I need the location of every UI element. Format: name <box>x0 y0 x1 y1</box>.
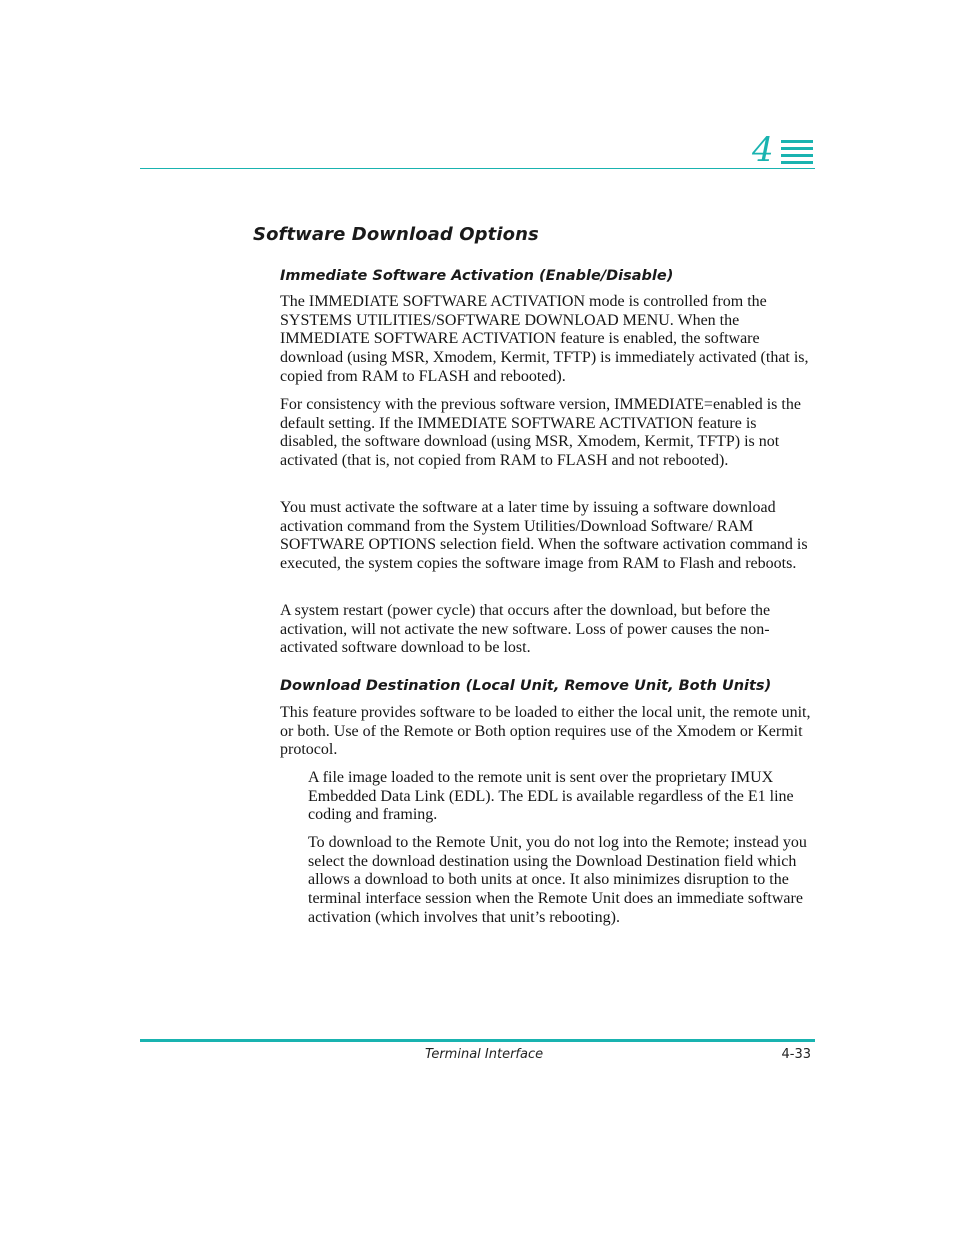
paragraph: This feature provides software to be loaded to either the local unit, the remote unit, or both. Use of the Remote or Both option requires use of the Xmodem or Kermit protocol. <box>280 704 811 759</box>
page-number: 4-33 <box>781 1047 811 1062</box>
chapter-number: 4 <box>752 130 774 170</box>
section-title: Software Download Options <box>253 224 539 245</box>
footer-title: Terminal Interface <box>425 1047 544 1062</box>
paragraph: A file image loaded to the remote unit is sent over the proprietary IMUX Embedded Data Link (EDL). The EDL is available regardless of the E1 line coding and framing. <box>308 769 794 824</box>
paragraph: To download to the Remote Unit, you do not log into the Remote; instead you select the download destination using the Download Destination field which allows a download to both units at once. It also minimizes disruption to the terminal interface session when the Remote Unit does an immediate software activation (which involves that unit’s rebooting). <box>308 834 807 926</box>
paragraph: A system restart (power cycle) that occurs after the download, but before the activation, will not activate the new software. Loss of power causes the non-activated software download to be lost. <box>280 602 771 657</box>
subsection-heading: Download Destination (Local Unit, Remove Unit, Both Units) <box>280 678 772 694</box>
paragraph: For consistency with the previous software version, IMMEDIATE=enabled is the default setting. If the IMMEDIATE SOFTWARE ACTIVATION feature is disabled, the software download (using MSR, Xmodem, Kermit, TFTP) is not activated (that is, not copied from RAM to FLASH and not rebooted). <box>280 396 801 470</box>
paragraph: You must activate the software at a later time by issuing a software download activation command from the System Utilities/Download Software/ RAM SOFTWARE OPTIONS selection field. When the software activation command is executed, the system copies the software image from RAM to Flash and reboots. <box>280 499 808 573</box>
chapter-bars-icon <box>781 140 813 164</box>
footer-rule <box>140 1039 815 1042</box>
paragraph: The IMMEDIATE SOFTWARE ACTIVATION mode is controlled from the SYSTEMS UTILITIES/SOFTWARE DOWNLOAD MENU. When the IMMEDIATE SOFTWARE ACTIVATION feature is enabled, the software download (using MSR, Xmodem, Kermit, TFTP) is immediately activated (that is, copied from RAM to FLASH and rebooted). <box>280 293 809 385</box>
header-rule <box>140 168 815 169</box>
subsection-heading: Immediate Software Activation (Enable/Disable) <box>280 268 674 284</box>
